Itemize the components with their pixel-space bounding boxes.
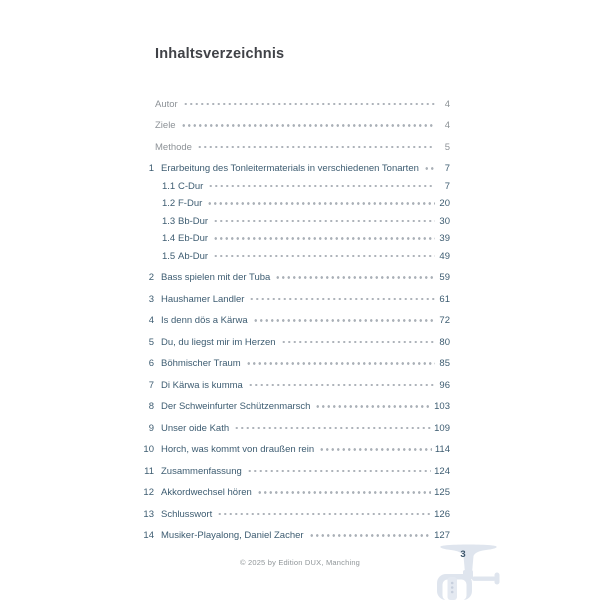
- toc-entry-label: Du, du liegst mir im Herzen: [161, 336, 276, 348]
- toc-entry-label: Eb-Dur: [178, 233, 209, 245]
- toc-row: [141, 520, 450, 542]
- toc-entry-number: 3: [148, 293, 154, 305]
- toc-entry-label: Schlusswort: [161, 508, 213, 520]
- toc-entry-label: Horch, was kommt von draußen rein: [161, 444, 315, 456]
- toc-row: [141, 209, 450, 227]
- toc-entry-page: 5: [444, 141, 450, 153]
- toc-entry-page: 72: [439, 315, 450, 327]
- dot-leader: [315, 405, 431, 408]
- dot-leader: [309, 534, 432, 537]
- toc-entry-label: Böhmischer Traum: [161, 358, 241, 370]
- toc-entry-number: 6: [148, 358, 154, 370]
- dot-leader: [208, 185, 435, 188]
- toc-entry-page: 61: [439, 293, 450, 305]
- toc-entry-page: 80: [439, 336, 450, 348]
- dot-leader: [253, 319, 435, 322]
- toc-row: [141, 305, 450, 327]
- toc-entry-number: 1.4: [162, 233, 176, 245]
- toc-entry-number: 13: [143, 508, 154, 520]
- toc-entry-number: 7: [148, 379, 154, 391]
- toc-row: [141, 131, 450, 153]
- toc-entry-number: 5: [148, 336, 154, 348]
- toc-entry-label: Ab-Dur: [178, 250, 209, 262]
- dot-leader: [234, 427, 431, 430]
- dot-leader: [249, 298, 435, 301]
- toc-entry-label: Methode: [155, 141, 192, 153]
- toc-row: [141, 412, 450, 434]
- toc-row: [141, 326, 450, 348]
- toc-row: [141, 477, 450, 499]
- toc-entry-number: 4: [148, 315, 154, 327]
- toc-row: [141, 283, 450, 305]
- toc-entry-page: 7: [444, 163, 450, 174]
- toc-entry-page: 49: [439, 250, 450, 262]
- toc-row: [141, 227, 450, 245]
- toc-entry-number: 1.1: [162, 180, 176, 192]
- toc-row: [141, 110, 450, 132]
- toc-entry-page: 4: [444, 120, 450, 131]
- toc-entry-number: 9: [148, 422, 154, 434]
- toc-entry-page: 125: [434, 487, 450, 499]
- dot-leader: [319, 448, 432, 451]
- toc-entry-page: 109: [434, 422, 450, 434]
- toc-row: [141, 434, 450, 456]
- toc-entry-page: 30: [439, 215, 450, 227]
- toc-entry-page: 103: [434, 401, 450, 413]
- toc-row: [141, 244, 450, 262]
- footer-copyright: © 2025 by Edition DUX, Manching: [239, 558, 361, 567]
- toc-row: [141, 88, 450, 110]
- toc-row: [141, 262, 450, 284]
- toc-entry-number: 1.2: [162, 198, 176, 210]
- toc-entry-label: Bb-Dur: [178, 215, 209, 227]
- dot-leader: [424, 167, 435, 170]
- dot-leader: [248, 384, 435, 387]
- toc-entry-number: 11: [144, 465, 154, 477]
- dot-leader: [207, 202, 435, 205]
- dot-leader: [217, 513, 431, 516]
- dot-leader: [275, 276, 435, 279]
- toc-entry-number: 8: [148, 401, 154, 413]
- toc-entry-number: 1.3: [162, 215, 176, 227]
- dot-leader: [183, 103, 435, 106]
- dot-leader: [213, 255, 435, 258]
- toc-entry-number: 1.5: [162, 250, 176, 262]
- toc-entry-label: F-Dur: [178, 198, 203, 210]
- dot-leader: [213, 237, 435, 240]
- toc-entry-page: 85: [439, 358, 450, 370]
- toc-row: [141, 455, 450, 477]
- dot-leader: [181, 124, 435, 127]
- toc-entry-page: 126: [434, 508, 450, 520]
- toc-entry-label: Musiker-Playalong, Daniel Zacher: [161, 530, 304, 542]
- toc-entry-label: Erarbeitung des Tonleitermaterials in verschiedenen Tonarten: [161, 163, 419, 174]
- toc-entry-label: Is denn dös a Kärwa: [161, 315, 248, 327]
- dot-leader: [197, 146, 435, 149]
- toc-entry-label: Der Schweinfurter Schützenmarsch: [161, 401, 311, 413]
- toc-row: [141, 348, 450, 370]
- dot-leader: [213, 220, 435, 223]
- toc-entry-label: Zusammenfassung: [161, 465, 242, 477]
- toc-row: [141, 391, 450, 413]
- toc-entry-page: 20: [439, 198, 450, 210]
- toc-entry-number: 14: [143, 530, 154, 542]
- dot-leader: [257, 491, 431, 494]
- dot-leader: [281, 341, 435, 344]
- toc-entry-page: 7: [444, 180, 450, 192]
- toc-entry-label: Ziele: [155, 120, 176, 131]
- page-number: 3: [460, 549, 466, 560]
- toc-row: [141, 153, 450, 175]
- toc-entry-label: Unser oide Kath: [161, 422, 230, 434]
- toc-entry-label: Autor: [155, 98, 178, 110]
- toc-entry-label: Akkordwechsel hören: [161, 487, 252, 499]
- toc-entry-number: 1: [148, 163, 154, 174]
- toc-entry-page: 124: [434, 465, 450, 477]
- toc-entry-label: C-Dur: [178, 180, 204, 192]
- toc: [141, 88, 450, 541]
- toc-entry-number: 10: [143, 444, 154, 456]
- toc-entry-page: 127: [434, 530, 450, 542]
- page-title: Inhaltsverzeichnis: [155, 45, 285, 62]
- toc-row: [141, 174, 450, 192]
- toc-row: [141, 192, 450, 210]
- toc-entry-number: 12: [143, 487, 154, 499]
- toc-entry-page: 59: [439, 272, 450, 284]
- toc-entry-label: Bass spielen mit der Tuba: [161, 272, 271, 284]
- toc-entry-page: 4: [444, 98, 450, 110]
- toc-entry-label: Haushamer Landler: [161, 293, 245, 305]
- dot-leader: [247, 470, 431, 473]
- toc-entry-page: 96: [439, 379, 450, 391]
- toc-entry-page: 114: [434, 444, 450, 456]
- toc-entry-number: 2: [148, 272, 154, 284]
- toc-entry-label: Di Kärwa is kumma: [161, 379, 243, 391]
- toc-row: [141, 369, 450, 391]
- toc-entry-page: 39: [439, 233, 450, 245]
- toc-row: [141, 498, 450, 520]
- dot-leader: [246, 362, 435, 365]
